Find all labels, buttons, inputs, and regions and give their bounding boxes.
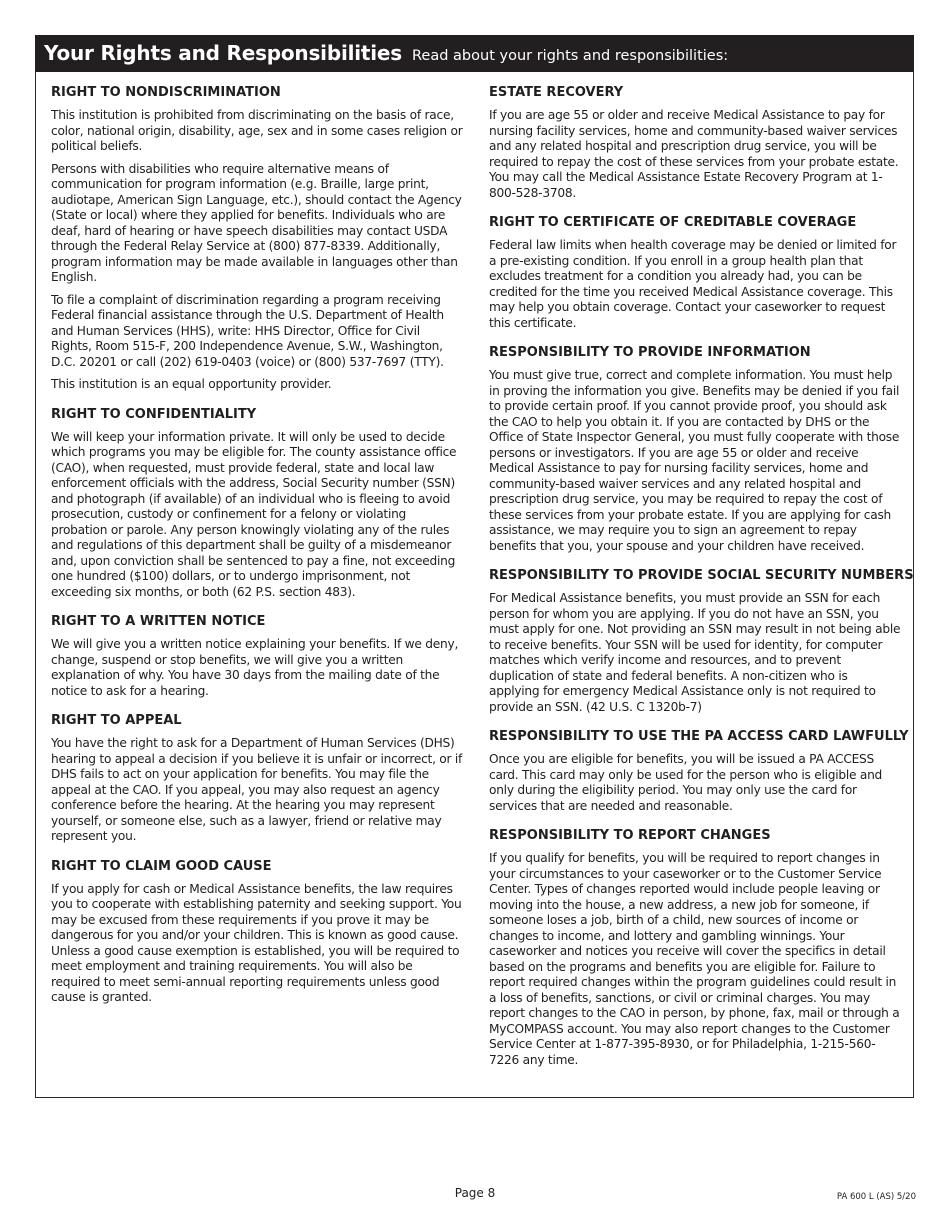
section bbox=[489, 344, 901, 554]
form-id: PA 600 L (AS) 5/20 bbox=[836, 1192, 916, 1202]
section bbox=[489, 84, 901, 201]
section bbox=[51, 84, 463, 393]
section bbox=[51, 712, 463, 845]
section-paragraph: We will keep your information private. It will only be used to decide which programs you may be eligible for. The county assistance office (CAO), when requested, must provide federal, state and local law enforcement officials with the address, Social Security number (SSN) and photograph (if available) of an individual who is fleeing to avoid prosecution, custody or confinement for a felony or violating probation or parole. Any person knowingly violating any of the rules and regulations of this department shall be guilty of a misdemeanor and, upon conviction shall be sentenced to pay a fine, not exceeding one hundred ($100) dollars, or to undergo imprisonment, not exceeding six months, or both (62 P.S. section 483). bbox=[51, 429, 457, 599]
section-title: RESPONSIBILITY TO REPORT CHANGES bbox=[489, 828, 771, 843]
section-paragraph: For Medical Assistance benefits, you must provide an SSN for each person for whom you are applying. If you do not have an SSN, you must apply for one. Not providing an SSN may result in not being able to receive benefits. Your SSN will be used for identity, for computer matches which verify income and resources, and to prevent duplication of state and federal benefits. A non-citizen who is applying for emergency Medical Assistance only is not required to provide an SSN. (42 U.S. C 1320b-7) bbox=[489, 591, 901, 714]
section bbox=[489, 827, 901, 1068]
section-title: RIGHT TO CERTIFICATE OF CREDITABLE COVERAGE bbox=[489, 215, 857, 230]
section-paragraph: If you apply for cash or Medical Assistance benefits, the law requires you to cooperate with establishing paternity and seeking support. You may be excused from these requirements if you prove it may be dangerous for you and/or your children. This is known as good cause. Unless a good cause exemption is established, you will be required to meet employment and training requirements. You will also be required to meet semi-annual reporting requirements unless good cause is granted. bbox=[51, 881, 462, 1004]
section-paragraph: This institution is prohibited from discriminating on the basis of race, color, national origin, disability, age, sex and in some cases religion or political beliefs. bbox=[51, 108, 463, 153]
section-title: RESPONSIBILITY TO PROVIDE SOCIAL SECURITY NUMBERS bbox=[489, 568, 914, 583]
page-number: Page 8 bbox=[454, 1186, 496, 1200]
section-title: RIGHT TO CLAIM GOOD CAUSE bbox=[51, 858, 272, 874]
section-paragraph: You must give true, correct and complete information. You must help in proving the information you give. Benefits may be denied if you fail to provide certain proof. If you cannot provide proof, you should ask the CAO to help you obtain it. If you are contacted by DHS or the Office of State Inspector General, you must fully cooperate with those persons or investigators. If you are age 55 or older and receive Medical Assistance to pay for nursing facility services, home and community-based waiver services and any related hospital and prescription drug service, you may be required to repay the cost of these services from your probate estate. If you are applying for cash assistance, we may require you to sign an agreement to repay benefits that you, your spouse and your children have received. bbox=[489, 368, 900, 553]
section bbox=[489, 567, 914, 715]
section bbox=[489, 728, 909, 814]
section-title: RIGHT TO APPEAL bbox=[51, 713, 182, 728]
section-title: RIGHT TO A WRITTEN NOTICE bbox=[51, 614, 266, 629]
section-paragraph: We will give you a written notice explaining your benefits. If we deny, change, suspend or stop benefits, we will give you a written explanation of why. You have 30 days from the mailing date of the notice to ask for a hearing. bbox=[51, 637, 459, 698]
section bbox=[51, 858, 463, 1006]
section bbox=[489, 214, 901, 331]
section-paragraph: Persons with disabilities who require alternative means of communication for program information (e.g. Braille, large print, audiotape, American Sign Language, etc.), should contact the Agency (State or local) where they applied for benefits. Individuals who are deaf, hard of hearing or have speech disabilities may contact USDA through the Federal Relay Service at (800) 877-8339. Additionally, program information may be made available in languages other than English. bbox=[51, 161, 462, 284]
page-header bbox=[35, 35, 914, 72]
section-title: RIGHT TO NONDISCRIMINATION bbox=[51, 85, 281, 100]
section-title: RESPONSIBILITY TO PROVIDE INFORMATION bbox=[489, 345, 811, 360]
page-subtitle: Read about your rights and responsibilities: bbox=[412, 48, 729, 64]
section-paragraph: If you qualify for benefits, you will be required to report changes in your circumstances to your caseworker or to the Customer Service Center. Types of changes reported would include people leaving or moving into the house, a new address, a new job for someone, if someone loses a job, birth of a child, new sources of income or changes to income, and lottery and gambling winnings. Your caseworker and notices you receive will cover the specifics in detail based on the programs and benefits you are eligible for. Failure to report required changes within the program guidelines could result in a loss of benefits, sanctions, or civil or criminal charges. You may report changes to the CAO in person, by phone, fax, mail or through a MyCOMPASS account. You may also report changes to the Customer Service Center at 1-877-395-8930, or for Philadelphia, 1-215-560-7226 any time. bbox=[489, 851, 900, 1067]
section bbox=[51, 406, 463, 601]
left-column bbox=[51, 84, 463, 1006]
section-title: RESPONSIBILITY TO USE THE PA ACCESS CARD LAWFULLY bbox=[489, 729, 909, 744]
right-column bbox=[489, 84, 914, 1068]
section-paragraph: Federal law limits when health coverage may be denied or limited for a pre-existing condition. If you enroll in a group health plan that excludes treatment for a condition you already had, you can be credited for the time you received Medical Assistance coverage. This may help you obtain coverage. Contact your caseworker to request this certificate. bbox=[489, 238, 897, 330]
section-title: ESTATE RECOVERY bbox=[489, 85, 624, 100]
page-title: Your Rights and Responsibilities bbox=[44, 41, 402, 65]
section bbox=[51, 613, 463, 699]
section-paragraph: Once you are eligible for benefits, you will be issued a PA ACCESS card. This card may only be used for the person who is eligible and only during the eligibility period. You may only use the card for services that are needed and reasonable. bbox=[489, 752, 883, 813]
section-paragraph: If you are age 55 or older and receive Medical Assistance to pay for nursing facility services, home and community-based waiver services and any related hospital and prescription drug service, you will be required to repay the cost of these services from your probate estate. You may call the Medical Assistance Estate Recovery Program at 1-800-528-3708. bbox=[489, 108, 899, 200]
section-title: RIGHT TO CONFIDENTIALITY bbox=[51, 406, 257, 422]
section-paragraph: This institution is an equal opportunity provider. bbox=[51, 377, 332, 391]
section-paragraph: To file a complaint of discrimination regarding a program receiving Federal financial assistance through the U.S. Department of Health and Human Services (HHS), write: HHS Director, Office for Civil Rights, Room 515-F, 200 Independence Avenue, S.W., Washington, D.C. 20201 or call (202) 619-0403 (voice) or (800) 537-7697 (TTY). bbox=[51, 292, 444, 369]
section-paragraph: You have the right to ask for a Department of Human Services (DHS) hearing to appeal a decision if you believe it is unfair or incorrect, or if DHS fails to act on your application for benefits. You may file the appeal at the CAO. If you appeal, you may also request an agency conference before the hearing. At the hearing you may represent yourself, or someone else, such as a lawyer, friend or relative may represent you. bbox=[51, 736, 463, 843]
